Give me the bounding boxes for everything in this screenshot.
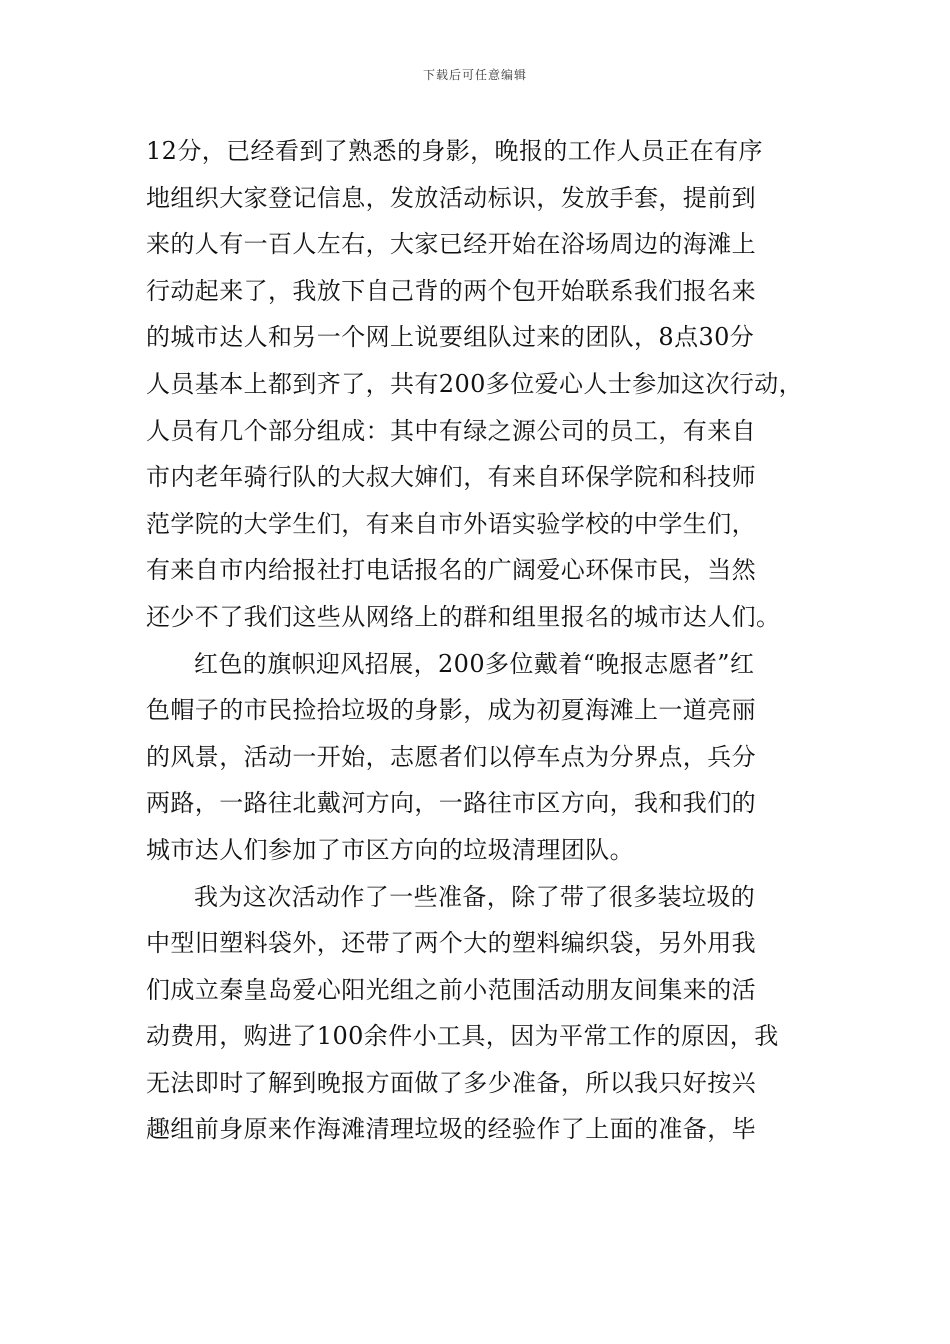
text-line: 城市达人们参加了市区方向的垃圾清理团队。 <box>146 835 634 864</box>
text-line: 中型旧塑料袋外，还带了两个大的塑料编织袋，另外用我 <box>146 929 756 958</box>
paragraph-3 <box>146 874 811 1154</box>
text-line: 12分，已经看到了熟悉的身影，晚报的工作人员正在有序 <box>146 137 763 165</box>
text-line: 色帽子的市民捡拾垃圾的身影，成为初夏海滩上一道亮丽 <box>146 696 756 725</box>
text-line-indented: 我为这次活动作了一些准备，除了带了很多装垃圾的 <box>194 882 756 911</box>
text-line: 趣组前身原来作海滩清理垃圾的经验作了上面的准备，毕 <box>146 1115 756 1144</box>
text-line: 动费用，购进了100余件小工具，因为平常工作的原因，我 <box>146 1022 779 1051</box>
text-line: 行动起来了，我放下自己背的两个包开始联系我们报名来 <box>146 276 756 305</box>
text-line: 们成立秦皇岛爱心阳光组之前小范围活动朋友间集来的活 <box>146 975 756 1004</box>
page-header: 下载后可任意编辑 <box>422 68 527 82</box>
text-line: 有来自市内给报社打电话报名的广阔爱心环保市民，当然 <box>146 556 756 585</box>
text-line: 的风景，活动一开始，志愿者们以停车点为分界点，兵分 <box>146 742 756 771</box>
paragraph-2 <box>146 641 811 874</box>
text-line: 地组织大家登记信息，发放活动标识，发放手套，提前到 <box>146 183 756 212</box>
text-line: 人员基本上都到齐了，共有200多位爱心人士参加这次行动， <box>146 369 804 398</box>
text-line: 范学院的大学生们，有来自市外语实验学校的中学生们， <box>146 509 756 538</box>
paragraph-1 <box>146 128 811 641</box>
text-line: 还少不了我们这些从网络上的群和组里报名的城市达人们。 <box>146 602 781 631</box>
text-line: 两路，一路往北戴河方向，一路往市区方向，我和我们的 <box>146 789 756 818</box>
text-line: 无法即时了解到晚报方面做了多少准备，所以我只好按兴 <box>146 1068 756 1097</box>
text-line: 市内老年骑行队的大叔大婶们，有来自环保学院和科技师 <box>146 463 756 492</box>
text-line-indented: 红色的旗帜迎风招展，200多位戴着“晚报志愿者”红 <box>194 649 755 678</box>
text-line: 来的人有一百人左右，大家已经开始在浴场周边的海滩上 <box>146 230 756 259</box>
text-line: 的城市达人和另一个网上说要组队过来的团队，8点30分 <box>146 323 755 352</box>
document-body <box>146 128 811 1153</box>
text-line: 人员有几个部分组成：其中有绿之源公司的员工，有来自 <box>146 416 756 445</box>
